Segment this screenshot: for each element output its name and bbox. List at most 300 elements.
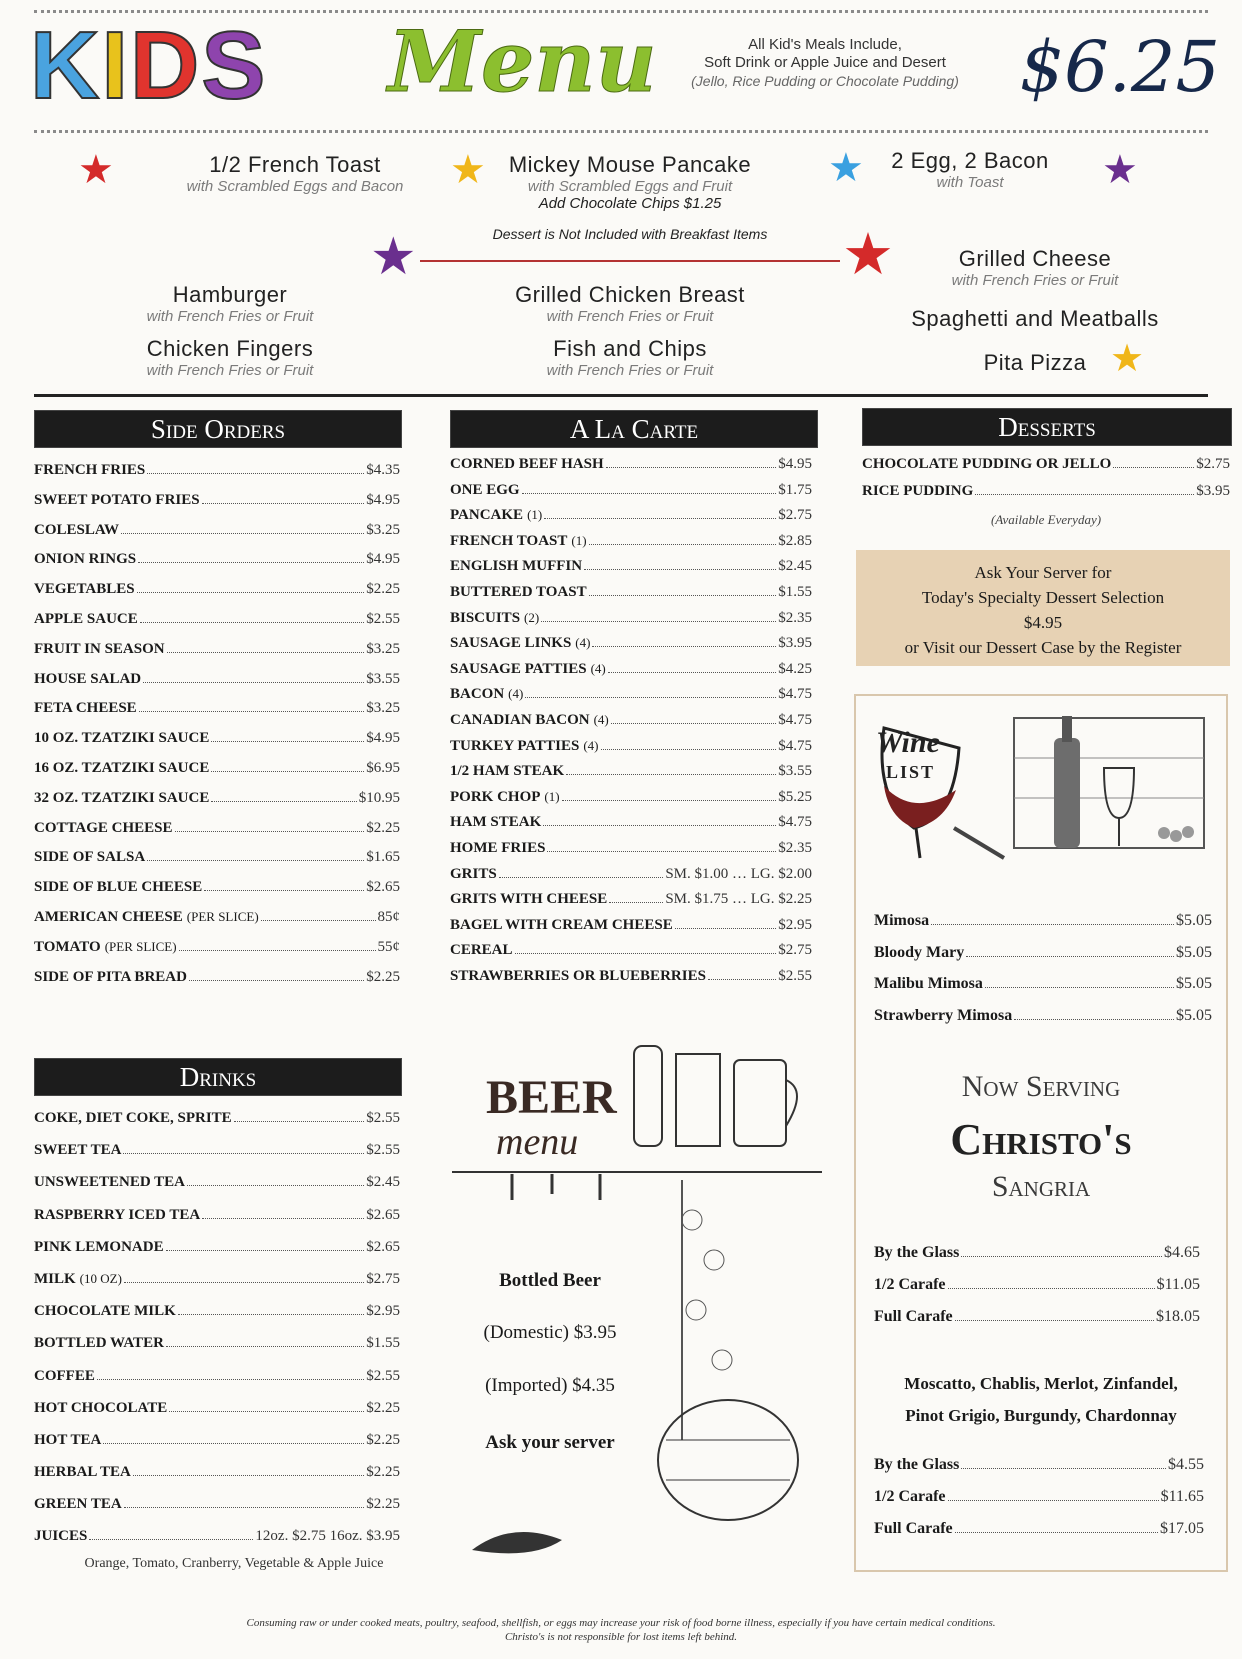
row-label: BAGEL WITH CREAM CHEESE xyxy=(450,916,673,933)
menu-row xyxy=(34,1464,400,1496)
row-label: CANADIAN BACON xyxy=(450,711,590,728)
kids-item-egg-bacon xyxy=(870,148,1070,191)
leader-dots xyxy=(211,801,356,802)
row-price: $2.55 xyxy=(366,1367,400,1384)
kids-item-mickey-pancake xyxy=(490,152,770,212)
leader-dots xyxy=(611,723,776,724)
wine-logo-text: Wine xyxy=(876,726,940,759)
leader-dots xyxy=(961,1468,1166,1469)
row-label: BACON xyxy=(450,686,505,703)
item-name: Grilled Cheese xyxy=(958,246,1112,271)
leader-dots xyxy=(525,697,776,698)
row-price: $6.95 xyxy=(366,759,400,776)
row-price: $5.05 xyxy=(1176,912,1212,929)
row-price: $3.95 xyxy=(1196,483,1230,499)
row-label: APPLE SAUCE xyxy=(34,610,138,627)
menu-row xyxy=(34,1110,400,1142)
drinks-header: Drinks xyxy=(34,1058,402,1096)
leader-dots xyxy=(975,494,1194,495)
menu-row xyxy=(874,944,1212,976)
menu-row xyxy=(450,558,812,584)
item-with: with Toast xyxy=(936,174,1004,191)
star-icon: ★ xyxy=(828,145,864,190)
beer-domestic: (Domestic) $3.95 xyxy=(483,1322,617,1343)
star-icon: ★ xyxy=(842,222,894,287)
beer-subtitle: menu xyxy=(496,1121,579,1163)
menu-row xyxy=(450,507,812,533)
row-label: SIDE OF PITA BREAD xyxy=(34,968,187,985)
row-label: SAUSAGE PATTIES xyxy=(450,660,587,677)
menu-row xyxy=(34,1271,400,1303)
leader-dots xyxy=(167,652,365,653)
menu-row xyxy=(450,456,812,482)
item-name: Hamburger xyxy=(172,282,288,307)
item-with: with Scrambled Eggs and Bacon xyxy=(186,178,404,195)
kids-letter-s: S xyxy=(201,12,268,119)
row-label: HOUSE SALAD xyxy=(34,670,142,687)
row-label: PORK CHOP xyxy=(450,788,541,805)
row-price: $2.55 xyxy=(366,1142,400,1159)
star-icon: ★ xyxy=(1110,338,1145,380)
row-label: SIDE OF BLUE CHEESE xyxy=(34,879,203,896)
row-price: $3.95 xyxy=(778,635,812,652)
leader-dots xyxy=(499,877,664,878)
leader-dots xyxy=(931,924,1174,925)
leader-dots xyxy=(139,711,365,712)
desserts-header: Desserts xyxy=(862,408,1232,446)
row-label: 1/2 HAM STEAK xyxy=(450,763,565,780)
row-label: SWEET TEA xyxy=(34,1142,122,1159)
row-label: GREEN TEA xyxy=(34,1496,122,1513)
menu-row xyxy=(34,760,400,790)
item-name: 1/2 French Toast xyxy=(209,152,381,177)
kids-meal-includes xyxy=(660,36,990,90)
row-label: BISCUITS xyxy=(450,609,521,626)
item-extra: Add Chocolate Chips $1.25 xyxy=(538,195,722,212)
footer-line-1: Consuming raw or under cooked meats, poultry, seafood, shellfish, or eggs may increase your risk of food borne illness, especially if you have certain medical conditions. xyxy=(246,1617,996,1629)
leader-dots xyxy=(121,533,364,534)
sangria-brand: Christo's xyxy=(950,1115,1132,1164)
row-price: $2.25 xyxy=(366,1431,400,1448)
menu-row xyxy=(34,879,400,909)
kids-letter-i: I xyxy=(101,12,130,119)
row-label: CORNED BEEF HASH xyxy=(450,456,604,472)
leader-dots xyxy=(147,860,364,861)
menu-row xyxy=(450,942,812,968)
menu-row xyxy=(450,584,812,610)
menu-row xyxy=(34,1368,400,1400)
row-price: $2.25 xyxy=(366,968,400,985)
menu-row xyxy=(34,1335,400,1367)
row-price: $5.05 xyxy=(1176,975,1212,992)
leader-dots xyxy=(1014,1019,1174,1020)
menu-row xyxy=(450,763,812,789)
row-price: $2.75 xyxy=(1196,456,1230,472)
leader-dots xyxy=(955,1532,1158,1533)
kids-item-grilled-cheese xyxy=(920,246,1150,289)
row-label: 16 OZ. TZATZIKI SAUCE xyxy=(34,759,210,776)
leader-dots xyxy=(606,467,777,468)
row-qualifier: (PER SLICE) xyxy=(186,908,259,924)
row-price: $5.25 xyxy=(778,788,812,805)
row-qualifier: (1) xyxy=(527,507,543,523)
row-label: VEGETABLES xyxy=(34,581,135,598)
item-name: Spaghetti and Meatballs xyxy=(911,306,1159,331)
leader-dots xyxy=(522,493,777,494)
menu-row xyxy=(34,522,400,552)
includes-line-2: Soft Drink or Apple Juice and Desert xyxy=(704,54,946,71)
row-label: SWEET POTATO FRIES xyxy=(34,491,200,508)
item-name: Pita Pizza xyxy=(983,350,1087,375)
row-qualifier: (4) xyxy=(575,635,591,651)
leader-dots xyxy=(515,953,777,954)
star-icon: ★ xyxy=(450,147,486,192)
breakfast-dessert-note xyxy=(440,226,820,242)
row-label: ENGLISH MUFFIN xyxy=(450,558,583,575)
menu-row xyxy=(874,1007,1212,1039)
sangria-word: Sangria xyxy=(991,1170,1091,1203)
sangria-prices-list xyxy=(874,1244,1200,1340)
menu-row xyxy=(34,1174,400,1206)
wine-prices-list xyxy=(874,1456,1204,1552)
specialty-dessert-box xyxy=(856,550,1230,666)
leader-dots xyxy=(124,1282,364,1283)
menu-row xyxy=(450,712,812,738)
wine-list-box xyxy=(854,694,1228,1572)
drinks-list xyxy=(34,1110,400,1561)
kids-title xyxy=(30,12,268,119)
row-price: $3.55 xyxy=(778,763,812,780)
item-with: with Scrambled Eggs and Fruit xyxy=(527,178,733,195)
row-label: Bloody Mary xyxy=(874,943,965,961)
row-label: FRENCH TOAST xyxy=(450,532,568,549)
row-label: SIDE OF SALSA xyxy=(34,849,146,866)
row-label: By the Glass xyxy=(874,1244,960,1261)
row-price: $5.05 xyxy=(1176,943,1212,961)
varieties-line-2: Pinot Grigio, Burgundy, Chardonnay xyxy=(905,1406,1177,1425)
row-price: $2.45 xyxy=(366,1174,400,1191)
row-label: Full Carafe xyxy=(874,1520,953,1537)
desserts-list xyxy=(862,456,1230,510)
special-line-3: or Visit our Dessert Case by the Register xyxy=(904,638,1182,657)
menu-row xyxy=(34,939,400,969)
a-la-carte-list xyxy=(450,456,812,993)
star-icon: ★ xyxy=(370,229,417,286)
row-price: $1.55 xyxy=(778,583,812,600)
row-price: $3.25 xyxy=(366,640,400,657)
beer-title: BEER xyxy=(486,1071,617,1124)
menu-row xyxy=(34,790,400,820)
row-price: $2.55 xyxy=(778,967,812,984)
row-label: SAUSAGE LINKS xyxy=(450,635,572,652)
row-qualifier: (4) xyxy=(508,686,524,702)
row-label: TOMATO xyxy=(34,938,101,955)
row-label: UNSWEETENED TEA xyxy=(34,1174,186,1191)
row-label: HOT TEA xyxy=(34,1431,102,1448)
menu-row xyxy=(874,1520,1204,1552)
leader-dots xyxy=(204,890,364,891)
section-rule xyxy=(34,394,1208,397)
menu-row xyxy=(34,849,400,879)
menu-row xyxy=(34,492,400,522)
row-qualifier: (1) xyxy=(571,532,587,548)
row-price: $5.05 xyxy=(1176,1006,1212,1024)
leader-dots xyxy=(124,1507,365,1508)
item-with: with French Fries or Fruit xyxy=(951,272,1119,289)
menu-row xyxy=(34,700,400,730)
row-label: GRITS WITH CHEESE xyxy=(450,891,608,908)
row-price: $11.05 xyxy=(1156,1276,1200,1293)
leader-dots xyxy=(1113,467,1194,468)
includes-line-1: All Kid's Meals Include, xyxy=(748,36,902,53)
row-price: $2.75 xyxy=(366,1270,400,1287)
leader-dots xyxy=(961,1256,1162,1257)
row-price: $4.95 xyxy=(366,730,400,747)
footer-line-2: Christo's is not responsible for lost items left behind. xyxy=(504,1631,738,1643)
menu-row xyxy=(34,1400,400,1432)
leader-dots xyxy=(589,544,777,545)
beer-imported: (Imported) $4.35 xyxy=(485,1375,615,1396)
sangria-now-serving: Now Serving xyxy=(961,1070,1121,1103)
row-price: $4.55 xyxy=(1168,1456,1204,1473)
leader-dots xyxy=(589,595,777,596)
leader-dots xyxy=(123,1153,364,1154)
row-label: 1/2 Carafe xyxy=(874,1276,946,1293)
row-price: $2.25 xyxy=(366,1464,400,1481)
special-price: $4.95 xyxy=(1023,613,1063,632)
kids-meal-price: $6.25 xyxy=(1019,26,1220,108)
leader-dots xyxy=(234,1121,365,1122)
leader-dots xyxy=(584,569,776,570)
menu-row xyxy=(34,969,400,999)
leader-dots xyxy=(544,518,776,519)
row-price: $2.35 xyxy=(778,609,812,626)
row-price: $2.25 xyxy=(366,1496,400,1513)
special-line-1: Ask Your Server for xyxy=(974,563,1112,582)
varieties-line-1: Moscatto, Chablis, Merlot, Zinfandel, xyxy=(904,1374,1178,1393)
leader-dots xyxy=(169,1411,364,1412)
row-price: $2.75 xyxy=(778,942,812,959)
menu-row xyxy=(34,611,400,641)
wine-cocktails-list xyxy=(874,912,1212,1038)
leader-dots xyxy=(211,741,364,742)
row-qualifier: (PER SLICE) xyxy=(104,938,177,954)
leader-dots xyxy=(133,1475,364,1476)
row-price: $2.65 xyxy=(366,1238,400,1255)
leader-dots xyxy=(97,1379,364,1380)
row-label: JUICES xyxy=(34,1528,88,1545)
row-price: 85¢ xyxy=(377,908,400,925)
row-label: RICE PUDDING xyxy=(862,483,974,499)
row-label: COFFEE xyxy=(34,1367,95,1384)
leader-dots xyxy=(202,503,365,504)
menu-row xyxy=(450,968,812,994)
leader-dots xyxy=(138,562,364,563)
row-label: CHOCOLATE PUDDING OR JELLO xyxy=(862,456,1112,472)
wine-logo-list: LIST xyxy=(886,762,936,782)
row-price: $4.75 xyxy=(778,686,812,703)
row-label: Mimosa xyxy=(874,912,930,929)
row-qualifier: (4) xyxy=(593,711,609,727)
menu-row xyxy=(874,1456,1204,1488)
row-price: $2.95 xyxy=(778,916,812,933)
row-label: BOTTLED WATER xyxy=(34,1335,164,1352)
row-label: BUTTERED TOAST xyxy=(450,583,587,600)
row-label: MILK xyxy=(34,1270,76,1287)
row-label: ONE EGG xyxy=(450,481,520,498)
leader-dots xyxy=(948,1500,1159,1501)
star-icon: ★ xyxy=(1102,147,1138,192)
row-label: COLESLAW xyxy=(34,521,120,538)
note-text: Dessert is Not Included with Breakfast Items xyxy=(492,226,768,242)
row-label: 10 OZ. TZATZIKI SAUCE xyxy=(34,730,210,747)
menu-row xyxy=(34,671,400,701)
kids-item-chicken-fingers xyxy=(110,336,350,379)
row-label: FRENCH FRIES xyxy=(34,462,146,478)
row-price: $2.25 xyxy=(366,1399,400,1416)
item-with: with French Fries or Fruit xyxy=(146,362,314,379)
kids-item-pita-pizza xyxy=(960,350,1110,376)
row-price: $10.95 xyxy=(358,789,400,806)
menu-row xyxy=(874,1308,1200,1340)
leader-dots xyxy=(137,592,365,593)
row-label: 1/2 Carafe xyxy=(874,1488,946,1505)
row-price: $2.65 xyxy=(366,1206,400,1223)
menu-row xyxy=(450,661,812,687)
row-price: $2.45 xyxy=(778,558,812,575)
menu-row xyxy=(874,1276,1200,1308)
row-price: $2.35 xyxy=(778,839,812,856)
beer-illustration xyxy=(452,1040,822,1580)
side-orders-header: Side Orders xyxy=(34,410,402,448)
menu-title: Menu xyxy=(388,12,657,111)
menu-row xyxy=(34,551,400,581)
kids-item-hamburger xyxy=(110,282,350,325)
row-price: 55¢ xyxy=(377,938,400,955)
menu-row xyxy=(874,912,1212,944)
row-qualifier: (2) xyxy=(524,609,540,625)
row-label: ONION RINGS xyxy=(34,551,137,568)
row-label: PINK LEMONADE xyxy=(34,1238,164,1255)
row-label: HOT CHOCOLATE xyxy=(34,1399,168,1416)
row-label: PANCAKE xyxy=(450,507,524,524)
leader-dots xyxy=(103,1443,364,1444)
row-price: $1.65 xyxy=(366,849,400,866)
leader-dots xyxy=(547,851,776,852)
menu-row xyxy=(34,581,400,611)
row-label: RASPBERRY ICED TEA xyxy=(34,1206,201,1223)
row-label: TURKEY PATTIES xyxy=(450,737,580,754)
item-name: Chicken Fingers xyxy=(146,336,314,361)
kids-letter-k: K xyxy=(30,12,102,119)
header-dotted-rule xyxy=(34,130,1208,133)
menu-row xyxy=(874,975,1212,1007)
leader-dots xyxy=(211,771,364,772)
menu-row xyxy=(450,635,812,661)
leader-dots xyxy=(541,621,776,622)
menu-row xyxy=(34,1432,400,1464)
menu-row xyxy=(450,686,812,712)
row-qualifier: (4) xyxy=(590,660,606,676)
row-price: $3.25 xyxy=(366,521,400,538)
row-price: $4.75 xyxy=(778,814,812,831)
leader-dots xyxy=(543,825,776,826)
kids-item-spaghetti xyxy=(880,306,1190,332)
leader-dots xyxy=(948,1288,1155,1289)
leader-dots xyxy=(708,979,776,980)
kids-item-french-toast xyxy=(165,152,425,195)
row-price: $2.85 xyxy=(778,532,812,549)
bottled-beer-label: Bottled Beer xyxy=(499,1270,601,1291)
row-price: $4.35 xyxy=(366,462,400,478)
row-price: $1.55 xyxy=(366,1335,400,1352)
leader-dots xyxy=(178,1314,364,1315)
item-name: Mickey Mouse Pancake xyxy=(508,152,752,177)
menu-row xyxy=(450,533,812,559)
row-label: HERBAL TEA xyxy=(34,1464,131,1481)
menu-row xyxy=(34,909,400,939)
includes-line-3: (Jello, Rice Pudding or Chocolate Pudding) xyxy=(691,73,959,89)
menu-row xyxy=(450,789,812,815)
leader-dots xyxy=(955,1320,1154,1321)
row-price: $3.25 xyxy=(366,700,400,717)
leader-dots xyxy=(175,831,365,832)
row-label: CEREAL xyxy=(450,942,513,959)
star-icon: ★ xyxy=(78,147,114,192)
row-price: $2.55 xyxy=(366,610,400,627)
item-name: Fish and Chips xyxy=(553,336,707,361)
row-label: By the Glass xyxy=(874,1456,960,1473)
leader-dots xyxy=(147,473,364,474)
leader-dots xyxy=(166,1346,364,1347)
row-price: $4.95 xyxy=(366,491,400,508)
a-la-carte-header: A La Carte xyxy=(450,410,818,448)
item-name: 2 Egg, 2 Bacon xyxy=(891,148,1049,173)
leader-dots xyxy=(261,920,376,921)
row-price: $2.95 xyxy=(366,1303,400,1320)
row-price: $3.55 xyxy=(366,670,400,687)
row-qualifier: (10 OZ) xyxy=(79,1270,122,1286)
menu-row xyxy=(450,814,812,840)
row-price: $17.05 xyxy=(1160,1520,1204,1537)
row-label: FRUIT IN SEASON xyxy=(34,640,165,657)
leader-dots xyxy=(966,956,1174,957)
menu-row xyxy=(874,1244,1200,1276)
row-price: $4.65 xyxy=(1164,1244,1200,1261)
row-price: $4.95 xyxy=(778,456,812,472)
menu-row xyxy=(34,730,400,760)
juices-note: Orange, Tomato, Cranberry, Vegetable & Apple Juice xyxy=(84,1556,384,1571)
row-label: HAM STEAK xyxy=(450,814,542,831)
row-label: GRITS xyxy=(450,865,497,882)
leader-dots xyxy=(189,980,364,981)
special-line-2: Today's Specialty Dessert Selection xyxy=(921,588,1165,607)
menu-row xyxy=(34,1303,400,1335)
row-price: SM. $1.75 … LG. $2.25 xyxy=(665,891,812,908)
row-price: $2.25 xyxy=(366,819,400,836)
divider-line xyxy=(420,260,840,262)
beer-ask-server: Ask your server xyxy=(485,1432,615,1453)
leader-dots xyxy=(985,987,1174,988)
menu-row xyxy=(450,891,812,917)
menu-row xyxy=(34,1496,400,1528)
row-label: AMERICAN CHEESE xyxy=(34,908,183,925)
row-price: $2.25 xyxy=(366,581,400,598)
footer-disclaimer xyxy=(0,1616,1242,1644)
row-qualifier: (4) xyxy=(583,737,599,753)
leader-dots xyxy=(179,950,376,951)
row-label: FETA CHEESE xyxy=(34,700,137,717)
